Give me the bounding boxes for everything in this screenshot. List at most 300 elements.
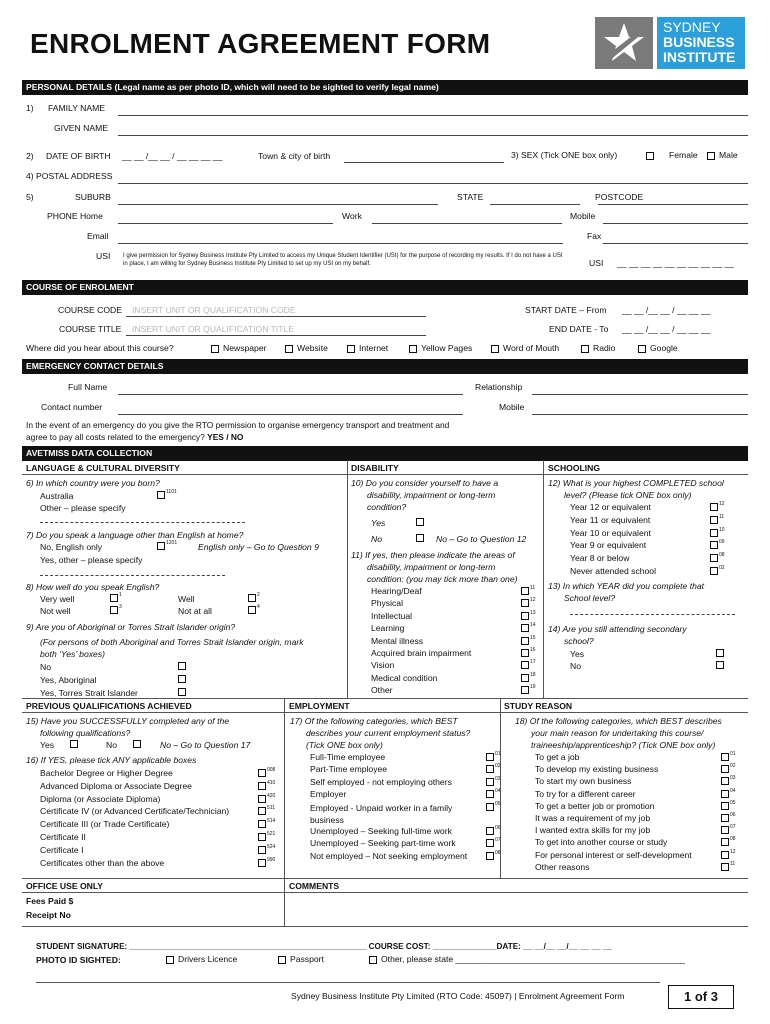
disability-heading: DISABILITY — [351, 463, 399, 473]
school-level-code: 09 — [719, 539, 725, 546]
town-label: Town & city of birth — [258, 151, 331, 161]
state-label: STATE — [457, 192, 484, 202]
study-reason-code: 06 — [730, 812, 736, 818]
opt-label: Newspaper — [223, 343, 267, 353]
town-field[interactable] — [344, 162, 504, 163]
study-reason-checkbox[interactable] — [721, 753, 729, 761]
disability-item-checkbox[interactable] — [521, 637, 529, 645]
q14-2: school? — [564, 636, 594, 646]
atsi-no-label: No — [40, 662, 51, 672]
disability-item-code: 18 — [530, 671, 536, 678]
very-well-checkbox[interactable] — [110, 594, 118, 602]
q11: 11) If yes, then please indicate the areas of — [351, 550, 515, 560]
q18: 18) Of the following categories, which BEST describes — [515, 716, 722, 726]
col-divider — [543, 460, 544, 698]
q10-3: condition? — [367, 502, 407, 512]
employment-checkbox[interactable] — [486, 753, 494, 761]
opt-newspaper[interactable] — [211, 343, 266, 353]
fax-label: Fax — [587, 231, 602, 241]
employment-code: 05 — [495, 800, 501, 807]
given-name-label: GIVEN NAME — [54, 123, 108, 133]
emergency-name-field[interactable] — [118, 394, 463, 395]
school-level-label: Year 11 or equivalent — [570, 514, 651, 525]
usi-label: USI — [96, 251, 111, 261]
lang-heading: LANGUAGE & CULTURAL DIVERSITY — [26, 463, 180, 473]
qualification-label: Advanced Diploma or Associate Degree — [40, 780, 192, 791]
dob-field[interactable]: __ __ /__ __ / __ __ __ __ — [122, 151, 223, 161]
english-only-label: No, English only — [40, 542, 103, 552]
disability-item-checkbox[interactable] — [521, 686, 529, 694]
suburb-field[interactable] — [118, 204, 438, 205]
row-divider — [22, 892, 748, 893]
study-reason-label: To develop my existing business — [535, 764, 659, 775]
family-name-label: FAMILY NAME — [48, 103, 105, 113]
state-field[interactable] — [490, 204, 580, 205]
well-label: Well — [178, 594, 195, 604]
disability-item-code: 15 — [530, 634, 536, 641]
q17-2: describes your current employment status? — [306, 728, 471, 738]
suburb-label: SUBURB — [75, 192, 111, 202]
fees-paid-label: Fees Paid $ — [26, 896, 74, 906]
employment-checkbox[interactable] — [486, 852, 494, 860]
school-level-label: Year 12 or equivalent — [570, 502, 651, 512]
other-language-field[interactable] — [40, 575, 225, 576]
qualification-label: Certificates other than the above — [40, 857, 165, 868]
school-level-label: Never attended school — [570, 566, 656, 576]
disability-item-label: Intellectual — [371, 610, 413, 621]
disability-item-label: Acquired brain impairment — [371, 648, 472, 658]
phone-home-label: PHONE Home — [47, 211, 103, 221]
other-id-option[interactable] — [369, 954, 685, 964]
qualification-label: Bachelor Degree or Higher Degree — [40, 768, 173, 778]
well-checkbox[interactable] — [248, 594, 256, 602]
employment-code: 02 — [495, 763, 501, 770]
not-well-label: Not well — [40, 606, 71, 616]
disability-item-label: Other — [371, 685, 393, 696]
study-reason-checkbox[interactable] — [721, 777, 729, 785]
postal-address-label: 4) POSTAL ADDRESS — [26, 171, 113, 181]
study-reason-code: 08 — [730, 836, 736, 843]
row-divider — [22, 712, 748, 713]
phone-work-field[interactable] — [372, 223, 562, 224]
opt-google[interactable] — [638, 343, 678, 353]
employment-label: Part-Time employee — [310, 764, 388, 775]
very-well-label: Very well — [40, 594, 75, 604]
signature-line[interactable]: STUDENT SIGNATURE: ____________________________________________________ COURSE COST: ______________DATE: __ __/__ __/__ __ __ __ — [36, 942, 612, 951]
study-reason-code: 11 — [730, 860, 736, 867]
secondary-no-label: No — [570, 661, 581, 671]
school-level-code: 12 — [719, 501, 725, 507]
opt-label: Radio — [593, 343, 616, 353]
q-num-2: 2) — [26, 151, 34, 161]
row-divider — [22, 474, 748, 475]
footer-divider — [36, 982, 660, 983]
qualification-checkbox[interactable] — [258, 859, 266, 867]
qualification-label: Diploma (or Associate Diploma) — [40, 793, 161, 804]
code: 4 — [257, 604, 260, 610]
usi-field[interactable]: __ __ __ __ __ __ __ __ __ __ — [617, 258, 735, 268]
contact-number-field[interactable] — [118, 414, 463, 415]
footer-text: Sydney Business Institute Pty Limited (RTO Code: 45097) | Enrolment Agreement Form — [291, 991, 625, 1001]
atsi-no-checkbox[interactable] — [178, 662, 186, 670]
male-option[interactable] — [707, 150, 738, 160]
q15: 15) Have you SUCCESSFULLY completed any of the — [26, 716, 230, 726]
prev-no-label: No — [106, 740, 117, 750]
employment-label: Not employed – Not seeking employment — [310, 850, 468, 861]
option-label: Drivers Licence — [178, 954, 238, 964]
other-language-label: Yes, other – please specify — [40, 555, 143, 565]
study-reason-label: Other reasons — [535, 861, 590, 872]
school-level-label: Year 9 or equivalent — [570, 540, 647, 551]
hear-about-label: Where did you hear about this course? — [26, 343, 174, 353]
disability-no-checkbox[interactable] — [416, 534, 424, 542]
disability-item-label: Hearing/Deaf — [371, 586, 422, 596]
disability-item-label: Learning — [371, 623, 405, 634]
logo-line-2: BUSINESS — [663, 34, 735, 50]
disability-item-checkbox[interactable] — [521, 674, 529, 682]
school-level-label: Year 8 or below — [570, 553, 630, 564]
relationship-field[interactable] — [532, 394, 748, 395]
employment-checkbox[interactable] — [486, 790, 494, 798]
q18-2: your main reason for undertaking this course/ — [531, 728, 704, 738]
female-label: Female — [669, 150, 698, 160]
qualification-code: 514 — [267, 818, 276, 825]
qualification-label: Certificate II — [40, 832, 86, 842]
email-field[interactable] — [118, 243, 563, 244]
q9-note: (For persons of both Aboriginal and Torres Strait Islander origin, mark — [40, 637, 304, 647]
school-year-field[interactable] — [570, 614, 735, 615]
disability-item-code: 19 — [530, 684, 536, 691]
study-reason-label: To try for a different career — [535, 788, 636, 799]
code: 1201 — [166, 540, 178, 546]
prev-yes-label: Yes — [40, 740, 55, 750]
qualification-checkbox[interactable] — [258, 769, 266, 777]
not-at-all-label: Not at all — [178, 606, 212, 616]
qualification-label: Certificate IV (or Advanced Certificate/Technician) — [40, 806, 230, 817]
school-level-checkbox[interactable] — [710, 541, 718, 549]
study-reason-checkbox[interactable] — [721, 863, 729, 871]
australia-label: Australia — [40, 491, 74, 501]
employment-checkbox[interactable] — [486, 778, 494, 786]
q13: 13) In which YEAR did you complete that — [548, 581, 705, 591]
disability-item-checkbox[interactable] — [521, 599, 529, 607]
study-reason-label: To get into another course or study — [535, 837, 668, 848]
mobile-label: Mobile — [570, 211, 596, 221]
phone-work-label: Work — [342, 211, 362, 221]
emergency-bar: EMERGENCY CONTACT DETAILS — [22, 359, 748, 374]
school-level-checkbox[interactable] — [710, 503, 718, 511]
postcode-field[interactable] — [598, 204, 748, 205]
end-date-label: END DATE - To — [549, 324, 609, 334]
postal-address-field[interactable] — [118, 183, 748, 184]
sex-label: 3) SEX (Tick ONE box only) — [511, 150, 618, 160]
col-divider — [284, 698, 285, 878]
logo-line-3: INSTITUTE — [663, 49, 736, 65]
opt-website[interactable] — [285, 343, 328, 353]
study-reason-checkbox[interactable] — [721, 765, 729, 773]
qualification-label: Certificate I — [40, 844, 84, 855]
english-goto: English only – Go to Question 9 — [198, 542, 319, 552]
fax-field[interactable] — [603, 243, 748, 244]
emergency-mobile-label: Mobile — [499, 402, 525, 412]
aboriginal-label: Yes, Aboriginal — [40, 675, 97, 685]
prev-goto: No – Go to Question 17 — [160, 740, 251, 750]
opt-label: Word of Mouth — [503, 343, 560, 353]
course-title-input[interactable]: INSERT UNIT OR QUALIFICATION TITLE — [132, 324, 295, 334]
employment-checkbox[interactable] — [486, 839, 494, 847]
school-level-code: 11 — [719, 513, 725, 520]
dob-label: DATE OF BIRTH — [46, 151, 111, 161]
q17: 17) Of the following categories, which BEST — [290, 716, 458, 726]
employment-label: Employer — [310, 789, 347, 800]
office-use-heading: OFFICE USE ONLY — [26, 881, 104, 891]
given-name-field[interactable] — [118, 135, 748, 136]
school-level-code: 02 — [719, 565, 725, 571]
contact-number-label: Contact number — [41, 402, 103, 412]
male-label: Male — [719, 150, 738, 160]
course-bar: COURSE OF ENROLMENT — [22, 280, 748, 295]
usi-permission-text: I give permission for Sydney Business Institute Pty Limited to access my Unique Student Identifier (USI) for the purpose of recording my results. If I do not have a USI in place, I am willing for Sydney Business Institute Pty Limited to set up my USI on my behalf. — [123, 253, 563, 267]
secondary-yes-checkbox[interactable] — [716, 649, 724, 657]
qualification-label: Certificate III (or Trade Certificate) — [40, 819, 170, 830]
q10: 10) Do you consider yourself to have a — [351, 478, 499, 488]
qualification-code: 410 — [267, 779, 276, 786]
not-at-all-checkbox[interactable] — [248, 606, 256, 614]
secondary-yes-label: Yes — [570, 649, 585, 659]
qualification-code: 511 — [267, 805, 275, 812]
disability-item-checkbox[interactable] — [521, 661, 529, 669]
opt-internet[interactable] — [347, 343, 388, 353]
col-divider — [347, 460, 348, 698]
qualification-code: 521 — [267, 831, 276, 837]
q17-3: (Tick ONE box only) — [306, 740, 383, 750]
study-reason-label: For personal interest or self-development — [535, 849, 692, 860]
usi-label-2: USI — [589, 258, 604, 268]
opt-radio[interactable] — [581, 343, 615, 353]
q16: 16) If YES, please tick ANY applicable boxes — [26, 755, 197, 765]
disability-yes-label: Yes — [371, 518, 386, 528]
code: 3 — [119, 604, 122, 610]
disability-item-checkbox[interactable] — [521, 624, 529, 632]
study-reason-code: 12 — [730, 848, 736, 855]
q18-3: traineeship/apprenticeship? (Tick ONE box only) — [531, 740, 716, 750]
family-name-field[interactable] — [118, 115, 748, 116]
qualification-code: 524 — [267, 843, 276, 850]
torres-strait-checkbox[interactable] — [178, 688, 186, 696]
study-reason-label: I wanted extra skills for my job — [535, 825, 651, 836]
drivers-licence-option[interactable] — [166, 954, 237, 964]
q12: 12) What is your highest COMPLETED school — [548, 478, 724, 488]
torres-strait-label: Yes, Torres Strait Islander — [40, 688, 138, 698]
disability-item-code: 16 — [530, 647, 536, 653]
employment-code: 03 — [495, 775, 501, 782]
study-reason-checkbox[interactable] — [721, 802, 729, 810]
study-reason-checkbox[interactable] — [721, 790, 729, 798]
disability-item-checkbox[interactable] — [521, 649, 529, 657]
sbi-logo — [595, 17, 745, 69]
study-reason-code: 02 — [730, 763, 736, 770]
employment-checkbox[interactable] — [486, 827, 494, 835]
qualification-checkbox[interactable] — [258, 795, 266, 803]
option-label: Other, please state ________________________________________________ — [381, 954, 685, 964]
course-title-label: COURSE TITLE — [59, 324, 122, 334]
qualification-checkbox[interactable] — [258, 807, 266, 815]
opt-label: Yellow Pages — [421, 343, 473, 353]
school-level-checkbox[interactable] — [710, 516, 718, 524]
other-country-field[interactable] — [40, 522, 245, 523]
q13-2: School level? — [564, 593, 616, 603]
phone-home-field[interactable] — [118, 223, 333, 224]
qualification-checkbox[interactable] — [258, 833, 266, 841]
course-code-input[interactable]: INSERT UNIT OR QUALIFICATION CODE — [132, 305, 296, 315]
q-num-1: 1) — [26, 103, 34, 113]
school-level-checkbox[interactable] — [710, 567, 718, 575]
employment-code: 04 — [495, 788, 501, 795]
star-logo-icon — [595, 17, 653, 69]
employment-label: Full-Time employee — [310, 752, 386, 762]
q10-2: disability, impairment or long-term — [367, 490, 496, 500]
receipt-no-label: Receipt No — [26, 910, 71, 920]
female-option[interactable] — [646, 150, 698, 160]
consent-text-2: agree to pay all costs related to the emergency? — [26, 432, 205, 442]
employment-checkbox[interactable] — [486, 765, 494, 773]
disability-item-label: Medical condition — [371, 672, 438, 683]
schooling-heading: SCHOOLING — [548, 463, 601, 473]
course-code-line — [126, 316, 426, 317]
relationship-label: Relationship — [475, 382, 523, 392]
study-reason-label: To start my own business — [535, 776, 632, 787]
opt-label: Website — [297, 343, 328, 353]
opt-label: Internet — [359, 343, 389, 353]
disability-goto: No – Go to Question 12 — [436, 534, 527, 544]
emergency-mobile-field[interactable] — [532, 414, 748, 415]
course-code-label: COURSE CODE — [58, 305, 122, 315]
employment-checkbox[interactable] — [486, 803, 494, 811]
passport-option[interactable] — [278, 954, 324, 964]
disability-item-checkbox[interactable] — [521, 587, 529, 595]
employment-label: Unemployed – Seeking full-time work — [310, 826, 452, 836]
disability-item-label: Vision — [371, 660, 395, 671]
study-reason-checkbox[interactable] — [721, 851, 729, 859]
employment-heading: EMPLOYMENT — [289, 701, 350, 711]
disability-item-code: 17 — [530, 659, 536, 666]
study-reason-code: 01 — [730, 751, 736, 757]
row-divider — [22, 878, 748, 879]
employment-label: Employed - Unpaid worker in a family business — [310, 802, 453, 825]
study-reason-code: 07 — [730, 824, 736, 831]
mobile-field[interactable] — [603, 223, 748, 224]
code: 1 — [119, 592, 122, 598]
prev-no-checkbox[interactable] — [133, 740, 141, 748]
page-title: ENROLMENT AGREEMENT FORM — [30, 28, 491, 59]
disability-item-checkbox[interactable] — [521, 612, 529, 620]
page-number: 1 of 3 — [668, 985, 734, 1009]
qualification-checkbox[interactable] — [258, 782, 266, 790]
study-reason-label: To get a better job or promotion — [535, 800, 655, 811]
avetmiss-bar: AVETMISS DATA COLLECTION — [22, 446, 748, 461]
photo-id-label: PHOTO ID SIGHTED: — [36, 955, 121, 965]
opt-word-of-mouth[interactable] — [491, 343, 559, 353]
email-label: Email — [87, 231, 109, 241]
emergency-name-label: Full Name — [68, 382, 108, 392]
course-title-line — [126, 335, 426, 336]
school-level-code: 10 — [719, 526, 725, 533]
disability-yes-checkbox[interactable] — [416, 518, 424, 526]
study-reason-checkbox[interactable] — [721, 814, 729, 822]
prev-yes-checkbox[interactable] — [70, 740, 78, 748]
employment-code: 07 — [495, 837, 501, 844]
study-reason-label: To get a job — [535, 752, 580, 762]
disability-item-code: 12 — [530, 597, 536, 604]
comments-heading: COMMENTS — [289, 881, 340, 891]
postcode-label: POSTCODE — [595, 192, 644, 202]
school-level-checkbox[interactable] — [710, 529, 718, 537]
consent-text: In the event of an emergency do you give the RTO permission to organise emergency transport and treatment and — [26, 420, 450, 430]
opt-label: Google — [650, 343, 678, 353]
study-reason-checkbox[interactable] — [721, 826, 729, 834]
employment-label: Self employed - not employing others — [310, 776, 452, 787]
q15-2: following qualifications? — [40, 728, 131, 738]
qualification-code: 008 — [267, 767, 276, 773]
col-divider — [284, 878, 285, 926]
end-date-field[interactable]: __ __ /__ __ / __ __ __ — [622, 324, 711, 334]
not-well-checkbox[interactable] — [110, 606, 118, 614]
personal-details-bar: PERSONAL DETAILS (Legal name as per photo ID, which will need to be sighted to verify legal name) — [22, 80, 748, 95]
qualification-checkbox[interactable] — [258, 820, 266, 828]
australia-checkbox[interactable] — [157, 491, 165, 499]
employment-code: 06 — [495, 825, 501, 831]
study-reason-heading: STUDY REASON — [504, 701, 573, 711]
disability-no-label: No — [371, 534, 382, 544]
code: 1101 — [166, 489, 177, 495]
q9: 9) Are you of Aboriginal or Torres Strait Islander origin? — [26, 622, 236, 632]
option-label: Passport — [290, 954, 324, 964]
q6: 6) In which country were you born? — [26, 478, 160, 488]
employment-code: 08 — [495, 849, 501, 856]
qualification-checkbox[interactable] — [258, 846, 266, 854]
q14: 14) Are you still attending secondary — [548, 624, 687, 634]
disability-item-code: 14 — [530, 622, 536, 629]
logo-line-1: SYDNEY — [663, 19, 721, 35]
study-reason-checkbox[interactable] — [721, 838, 729, 846]
school-level-label: Year 10 or equivalent — [570, 527, 651, 538]
disability-item-label: Mental illness — [371, 635, 424, 646]
study-reason-label: It was a requirement of my job — [535, 813, 651, 823]
disability-item-code: 11 — [530, 585, 536, 591]
english-only-checkbox[interactable] — [157, 542, 165, 550]
school-level-code: 08 — [719, 552, 725, 559]
study-reason-code: 03 — [730, 775, 736, 782]
disability-item-label: Physical — [371, 598, 403, 609]
consent-yes-no[interactable]: YES / NO — [207, 432, 244, 442]
code: 2 — [257, 592, 260, 598]
q8: 8) How well do you speak English? — [26, 582, 160, 592]
opt-yellow-pages[interactable] — [409, 343, 472, 353]
aboriginal-checkbox[interactable] — [178, 675, 186, 683]
row-divider — [22, 926, 748, 927]
q11-3: condition: (you may tick more than one) — [367, 574, 518, 584]
q9-note-2: both ‘Yes’ boxes) — [40, 649, 105, 659]
employment-label: Unemployed – Seeking part-time work — [310, 838, 456, 849]
study-reason-code: 05 — [730, 799, 736, 806]
qualification-code: 420 — [267, 792, 276, 799]
start-date-label: START DATE – From — [525, 305, 607, 315]
school-level-checkbox[interactable] — [710, 554, 718, 562]
qualification-code: 990 — [267, 856, 276, 863]
start-date-field[interactable]: __ __ /__ __ / __ __ __ — [622, 305, 711, 315]
q11-2: disability, impairment or long-term — [367, 562, 496, 572]
secondary-no-checkbox[interactable] — [716, 661, 724, 669]
